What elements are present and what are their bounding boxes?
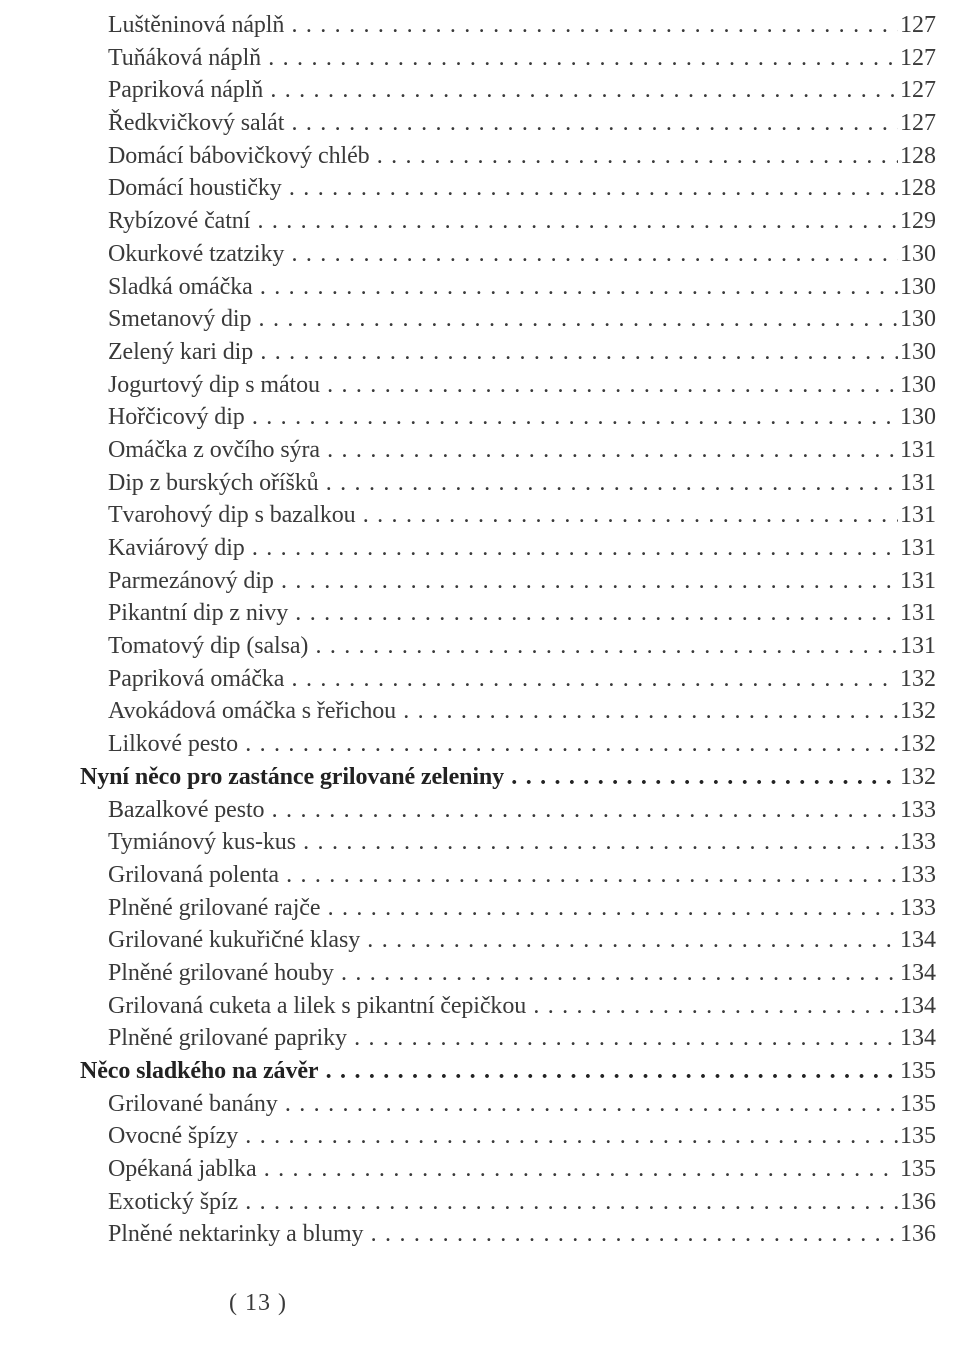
toc-entry-page-number: 130 [898,401,960,434]
toc-entry [0,303,960,336]
toc-section-heading [0,1055,960,1088]
toc-entry-page-number: 131 [898,630,960,663]
toc-entry [0,859,960,892]
toc-entry-title: Luštěninová náplň . . . [108,9,898,42]
toc-entry-page-number: 127 [898,42,960,75]
toc-entry-page-number: 131 [898,597,960,630]
toc-entry-title: Omáčka z ovčího sýra . . . [108,434,898,467]
toc-entry-title: Okurkové tzatziky . . . [108,238,898,271]
toc-entry-page-number: 130 [898,369,960,402]
toc-entry [0,663,960,696]
toc-entry [0,1088,960,1121]
toc-entry-title: Bazalkové pesto . . . [108,794,898,827]
toc-entry [0,597,960,630]
toc-entry [0,1186,960,1219]
toc-entry-title: Lilkové pesto . . . [108,728,898,761]
toc-entry-page-number: 132 [898,695,960,728]
toc-entry [0,205,960,238]
toc-entry-title: Plněné grilované papriky . . . [108,1022,898,1055]
toc-entry-page-number: 130 [898,303,960,336]
toc-entry-title: Grilované kukuřičné klasy . . . [108,924,898,957]
toc-entry [0,1218,960,1251]
toc-entry-page-number: 133 [898,892,960,925]
toc-entry-title: Domácí bábovičkový chléb . . . [108,140,898,173]
toc-entry [0,74,960,107]
toc-entry-page-number: 132 [898,663,960,696]
toc-entry [0,924,960,957]
toc-entry-title: Nyní něco pro zastánce grilované zeleniny . . . [80,761,898,794]
toc-entry-title: Plněné grilované houby . . . [108,957,898,990]
toc-entry [0,499,960,532]
toc-entry-title: Tuňáková náplň . . . [108,42,898,75]
toc-entry-title: Ovocné špízy . . . [108,1120,898,1153]
toc-entry [0,1120,960,1153]
toc-entry [0,434,960,467]
toc-entry-title: Něco sladkého na závěr . . . [80,1055,898,1088]
toc-entry-title: Kaviárový dip . . . [108,532,898,565]
toc-entry-page-number: 132 [898,728,960,761]
toc-section-heading [0,761,960,794]
toc-entry [0,826,960,859]
toc-entry [0,107,960,140]
toc-entry-title: Dip z burských oříšků . . . [108,467,898,500]
toc-entry-page-number: 135 [898,1055,960,1088]
page-number: ( 13 ) [229,1290,287,1316]
toc-entry [0,1022,960,1055]
toc-entry-page-number: 131 [898,499,960,532]
toc-entry-title: Jogurtový dip s mátou . . . [108,369,898,402]
toc-entry-page-number: 130 [898,271,960,304]
toc-entry [0,990,960,1023]
toc-entry-title: Sladká omáčka . . . [108,271,898,304]
toc-entry-title: Grilovaná cuketa a lilek s pikantní čepičkou . . . [108,990,898,1023]
toc-entry-page-number: 135 [898,1088,960,1121]
toc-entry-page-number: 130 [898,238,960,271]
toc-entry-title: Domácí houstičky . . . [108,172,898,205]
toc-entry-title: Plněné nektarinky a blumy . . . [108,1218,898,1251]
toc-entry-page-number: 135 [898,1120,960,1153]
toc-entry [0,172,960,205]
toc-entry-page-number: 131 [898,434,960,467]
toc-entry [0,271,960,304]
toc-entry-title: Ředkvičkový salát . . . [108,107,898,140]
toc-entry [0,238,960,271]
toc-entry-page-number: 128 [898,140,960,173]
toc-entry-page-number: 131 [898,532,960,565]
toc-entry-page-number: 127 [898,9,960,42]
toc-entry-page-number: 127 [898,107,960,140]
toc-entry-title: Tomatový dip (salsa) . . . [108,630,898,663]
toc-entry-title: Parmezánový dip . . . [108,565,898,598]
toc-entry-title: Plněné grilované rajče . . . [108,892,898,925]
toc-entry [0,401,960,434]
toc-entry [0,336,960,369]
toc-entry-page-number: 128 [898,172,960,205]
toc-entry-title: Opékaná jablka . . . [108,1153,898,1186]
toc-entry [0,9,960,42]
toc-entry-title: Grilovaná polenta . . . [108,859,898,892]
toc-entry-page-number: 133 [898,859,960,892]
toc-entry [0,695,960,728]
toc-entry [0,1153,960,1186]
toc-entry [0,794,960,827]
toc-entry [0,369,960,402]
toc-entry [0,957,960,990]
toc-entry-title: Avokádová omáčka s řeřichou . . . [108,695,898,728]
toc-entry [0,42,960,75]
toc-entry-title: Pikantní dip z nivy . . . [108,597,898,630]
toc-entry-page-number: 134 [898,990,960,1023]
toc-entry-page-number: 131 [898,467,960,500]
toc-entry-page-number: 133 [898,826,960,859]
toc-entry [0,140,960,173]
toc-entry-page-number: 134 [898,1022,960,1055]
toc-entry-title: Zelený kari dip . . . [108,336,898,369]
toc-entry-page-number: 127 [898,74,960,107]
toc-entry-title: Hořčicový dip . . . [108,401,898,434]
toc-entry-page-number: 136 [898,1218,960,1251]
toc-entry-page-number: 130 [898,336,960,369]
toc-entry-title: Papriková náplň . . . [108,74,898,107]
toc-entry-title: Rybízové čatní . . . [108,205,898,238]
toc-entry-page-number: 134 [898,924,960,957]
toc-entry-title: Tvarohový dip s bazalkou . . . [108,499,898,532]
toc-entry-page-number: 135 [898,1153,960,1186]
toc-entry [0,728,960,761]
toc-entry-title: Grilované banány . . . [108,1088,898,1121]
toc-entry [0,532,960,565]
toc-entry [0,892,960,925]
toc-entry-title: Exotický špíz . . . [108,1186,898,1219]
table-of-contents [0,9,960,1251]
toc-entry-page-number: 132 [898,761,960,794]
toc-entry [0,565,960,598]
toc-entry-page-number: 133 [898,794,960,827]
toc-entry-title: Tymiánový kus-kus . . . [108,826,898,859]
toc-entry-title: Smetanový dip . . . [108,303,898,336]
toc-entry-page-number: 131 [898,565,960,598]
toc-entry [0,630,960,663]
toc-entry [0,467,960,500]
toc-entry-page-number: 134 [898,957,960,990]
toc-entry-page-number: 136 [898,1186,960,1219]
toc-entry-page-number: 129 [898,205,960,238]
toc-entry-title: Papriková omáčka . . . [108,663,898,696]
